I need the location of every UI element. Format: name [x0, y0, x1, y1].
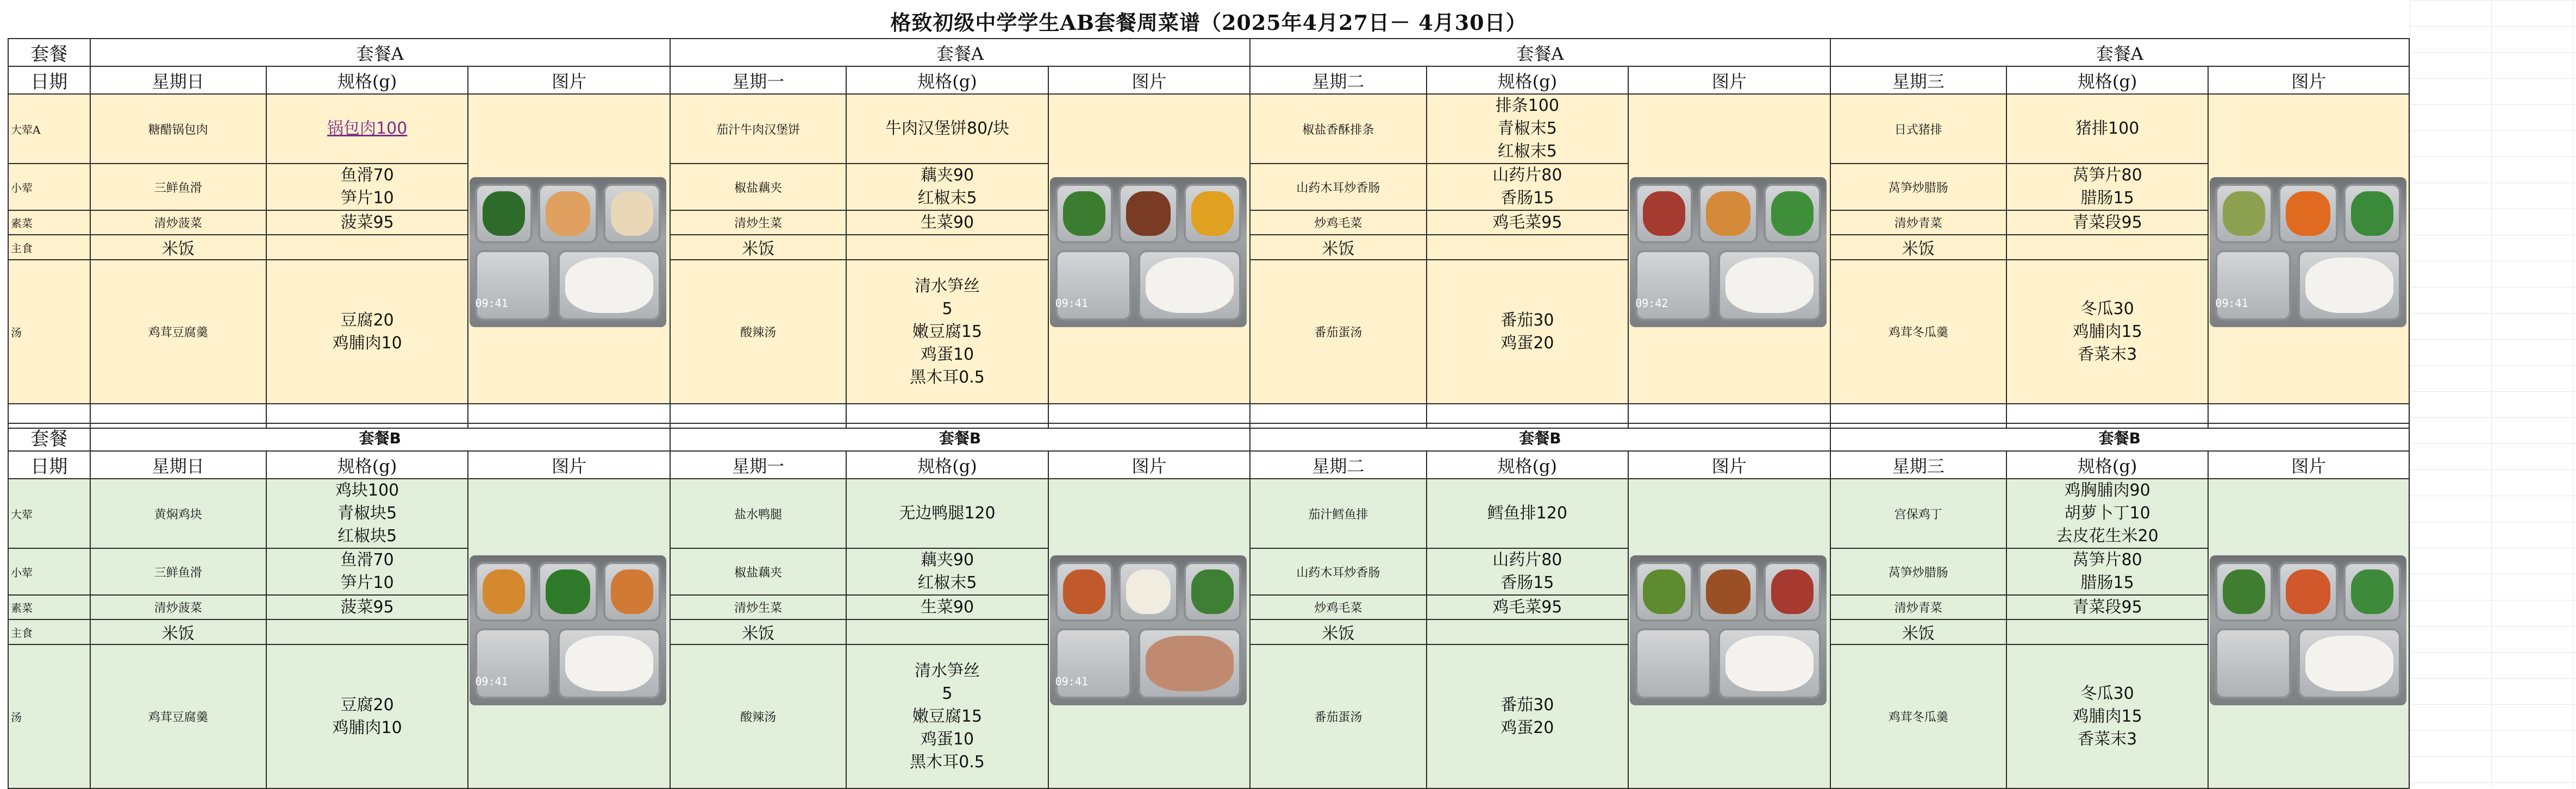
- set-a-spec-text: 藕夹90 红椒末5: [917, 166, 977, 208]
- set-a-spec-text: 生菜90: [920, 212, 974, 232]
- set-a-spec: [266, 94, 468, 164]
- set-b-day-header: 星期日: [90, 451, 266, 479]
- set-b-spec-header: 规格(g): [266, 451, 468, 479]
- set-a-spec: [2006, 164, 2209, 210]
- set-b-spec-text: 无边鸭腿120: [899, 504, 996, 523]
- set-b-spec: [846, 479, 1048, 548]
- set-b-spec: [266, 479, 468, 548]
- set-a-spec-header: 规格(g): [846, 66, 1048, 94]
- set-a-spec-text: 清水笋丝 5 嫩豆腐15 鸡蛋10 黑木耳0.5: [910, 276, 985, 387]
- photo-timestamp: 09:41: [475, 297, 508, 310]
- set-b-dish: 椒盐藕夹: [670, 548, 846, 595]
- set-a-spec: [1427, 164, 1629, 210]
- set-b-dish: 清炒生菜: [670, 595, 846, 619]
- set-a-dish: 清炒生菜: [670, 210, 846, 235]
- set-a-spec-text: 豆腐20 鸡脯肉10: [332, 310, 402, 353]
- set-a-spec: [2006, 235, 2209, 260]
- set-b-spec: [2006, 619, 2209, 644]
- set-a-table: [8, 38, 2410, 429]
- set-a-photo-cell: [2208, 94, 2409, 404]
- set-b-spec: [266, 619, 468, 644]
- set-b-dish: 黄焖鸡块: [90, 479, 266, 548]
- set-a-photo-cell: [1628, 94, 1830, 404]
- set-b-row-label: 大荤: [8, 479, 90, 548]
- set-a-date-label: 日期: [8, 66, 90, 94]
- set-b-spec-header: 规格(g): [1427, 451, 1629, 479]
- empty-sheet-gridlines: [2410, 0, 2576, 788]
- set-b-spec-text: 菠菜95: [340, 597, 394, 617]
- set-a-meal-photo: [1050, 177, 1247, 327]
- set-b-spec-text: 鸡块100 青椒块5 红椒块5: [335, 481, 399, 546]
- set-b-set-name: 套餐B: [1830, 423, 2409, 451]
- set-b-dish: 米饭: [1250, 619, 1426, 644]
- set-b-photo-cell: [468, 479, 670, 788]
- set-b-spec: [1427, 595, 1629, 619]
- set-a-dish: 糖醋锅包肉: [90, 94, 266, 164]
- set-b-date-label: 日期: [8, 451, 90, 479]
- set-a-dish: 鸡茸豆腐羹: [90, 260, 266, 404]
- set-b-dish: 莴笋炒腊肠: [1830, 548, 2006, 595]
- set-b-set-label: 套餐: [8, 423, 90, 451]
- set-b-row-label: 素菜: [8, 595, 90, 619]
- set-a-photo-header: 图片: [1048, 66, 1251, 94]
- set-b-day-header: 星期三: [1830, 451, 2006, 479]
- set-a-set-label: 套餐: [8, 39, 90, 66]
- set-b-photo-header: 图片: [2208, 451, 2409, 479]
- set-b-spec-text: 豆腐20 鸡脯肉10: [332, 695, 402, 737]
- set-a-spec: [266, 260, 468, 404]
- set-a-dish: 米饭: [1250, 235, 1426, 260]
- set-b-day-header: 星期二: [1250, 451, 1426, 479]
- photo-timestamp: 09:41: [1055, 675, 1088, 688]
- set-a-row-label: 主食: [8, 235, 90, 260]
- set-b-dish: 茄汁鳕鱼排: [1250, 479, 1426, 548]
- set-b-spec: [266, 548, 468, 595]
- set-b-spec-text: 藕夹90 红椒末5: [917, 550, 977, 592]
- set-b-spec-text: 生菜90: [920, 597, 974, 617]
- set-b-set-name: 套餐B: [90, 423, 670, 451]
- set-a-photo-header: 图片: [1628, 66, 1830, 94]
- set-a-spec-text: 牛肉汉堡饼80/块: [885, 119, 1010, 138]
- set-b-dish: 米饭: [90, 619, 266, 644]
- set-a-spec: [1427, 260, 1629, 404]
- set-a-spec-text: 排条100 青椒末5 红椒末5: [1495, 96, 1559, 161]
- set-a-spec-text: 猪排100: [2075, 119, 2140, 138]
- set-a-spec: [266, 235, 468, 260]
- set-b-spec: [1427, 479, 1629, 548]
- set-b-spec: [846, 644, 1048, 788]
- set-a-dish: 茄汁牛肉汉堡饼: [670, 94, 846, 164]
- set-b-meal-photo: [1050, 555, 1247, 705]
- set-a-spec-header: 规格(g): [266, 66, 468, 94]
- set-b-photo-header: 图片: [1048, 451, 1251, 479]
- set-a-dish: 酸辣汤: [670, 260, 846, 404]
- set-b-spec: [846, 548, 1048, 595]
- set-a-dish: 番茄蛋汤: [1250, 260, 1426, 404]
- set-b-spec-text: 番茄30 鸡蛋20: [1500, 695, 1554, 737]
- set-a-spec: [1427, 235, 1629, 260]
- set-b-photo-cell: [1048, 479, 1251, 788]
- set-b-photo-header: 图片: [1628, 451, 1830, 479]
- set-a-set-name: 套餐A: [1250, 39, 1830, 66]
- set-b-spec-text: 青菜段95: [2072, 597, 2142, 617]
- photo-timestamp: 09:41: [1055, 297, 1088, 310]
- set-b-meal-photo: [2210, 555, 2406, 705]
- set-b-spec-header: 规格(g): [2006, 451, 2209, 479]
- set-a-set-name: 套餐A: [90, 39, 670, 66]
- set-b-meal-photo: [470, 555, 666, 705]
- set-b-photo-cell: [2208, 479, 2409, 788]
- set-b-spec-text: 鸡毛菜95: [1492, 597, 1562, 617]
- set-a-meal-photo: [470, 177, 666, 327]
- set-b-spec-text: 鳕鱼排120: [1487, 504, 1567, 523]
- set-a-photo-cell: [468, 94, 670, 404]
- set-a-row-label: 素菜: [8, 210, 90, 235]
- set-b-spec: [846, 619, 1048, 644]
- set-b-dish: 炒鸡毛菜: [1250, 595, 1426, 619]
- set-a-spec-text: 莴笋片80 腊肠15: [2072, 166, 2142, 208]
- set-a-row-label: 小荤: [8, 164, 90, 210]
- set-b-spec-text: 山药片80 香肠15: [1492, 550, 1562, 592]
- set-a-spec-text: 菠菜95: [340, 212, 394, 232]
- set-b-row-label: 汤: [8, 644, 90, 788]
- set-a-spec: [846, 235, 1048, 260]
- set-a-spec-text: 冬瓜30 鸡脯肉15 香菜末3: [2072, 299, 2142, 364]
- set-b-spec: [846, 595, 1048, 619]
- set-b-dish: 酸辣汤: [670, 644, 846, 788]
- set-b-photo-header: 图片: [468, 451, 670, 479]
- set-b-dish: 清炒青菜: [1830, 595, 2006, 619]
- set-b-dish: 宫保鸡丁: [1830, 479, 2006, 548]
- set-a-photo-cell: [1048, 94, 1251, 404]
- set-a-dish: 椒盐香酥排条: [1250, 94, 1426, 164]
- set-a-dish: 山药木耳炒香肠: [1250, 164, 1426, 210]
- set-a-dish: 清炒青菜: [1830, 210, 2006, 235]
- set-a-set-name: 套餐A: [1830, 39, 2409, 66]
- set-b-photo-cell: [1628, 479, 1830, 788]
- set-a-day-header: 星期三: [1830, 66, 2006, 94]
- set-b-dish: 清炒菠菜: [90, 595, 266, 619]
- set-a-spec: [846, 210, 1048, 235]
- set-b-spec: [2006, 595, 2209, 619]
- set-b-spec: [1427, 619, 1629, 644]
- set-a-dish: 三鲜鱼滑: [90, 164, 266, 210]
- set-b-set-name: 套餐B: [670, 423, 1250, 451]
- set-b-spec: [2006, 644, 2209, 788]
- set-b-spec: [2006, 548, 2209, 595]
- photo-timestamp: 09:41: [475, 675, 508, 688]
- menu-sheet: [8, 8, 2410, 779]
- set-a-spec: [846, 164, 1048, 210]
- set-b-spec-text: 鱼滑70 笋片10: [340, 550, 394, 592]
- set-a-spec-text: 山药片80 香肠15: [1492, 166, 1562, 208]
- set-a-day-header: 星期一: [670, 66, 846, 94]
- set-a-spec: [2006, 260, 2209, 404]
- set-a-spec-header: 规格(g): [2006, 66, 2209, 94]
- photo-timestamp: 09:42: [1635, 297, 1668, 310]
- set-a-dish: 米饭: [90, 235, 266, 260]
- set-b-day-header: 星期一: [670, 451, 846, 479]
- set-a-spec: [846, 260, 1048, 404]
- set-b-set-name: 套餐B: [1250, 423, 1830, 451]
- set-b-spec: [1427, 644, 1629, 788]
- set-b-spec-text: 清水笋丝 5 嫩豆腐15 鸡蛋10 黑木耳0.5: [910, 661, 985, 772]
- set-b-spec: [1427, 548, 1629, 595]
- page-title: 格致初级中学学生AB套餐周菜谱（2025年4月27日－ 4月30日）: [890, 10, 1527, 35]
- set-a-dish: 米饭: [1830, 235, 2006, 260]
- set-a-dish: 日式猪排: [1830, 94, 2006, 164]
- set-b-spec-header: 规格(g): [846, 451, 1048, 479]
- set-a-set-name: 套餐A: [670, 39, 1250, 66]
- set-b-spec: [2006, 479, 2209, 548]
- set-a-photo-header: 图片: [468, 66, 670, 94]
- photo-timestamp: 09:41: [2215, 297, 2248, 310]
- set-b-dish: 番茄蛋汤: [1250, 644, 1426, 788]
- set-a-row-label: 汤: [8, 260, 90, 404]
- set-b-spec-text: 冬瓜30 鸡脯肉15 香菜末3: [2072, 684, 2142, 749]
- set-a-spec-link[interactable]: 锅包肉100: [327, 119, 408, 138]
- set-b-row-label: 主食: [8, 619, 90, 644]
- set-b-dish: 鸡茸冬瓜羹: [1830, 644, 2006, 788]
- set-a-spec: [2006, 210, 2209, 235]
- set-b-row-label: 小荤: [8, 548, 90, 595]
- set-b-dish: 米饭: [1830, 619, 2006, 644]
- set-b-spec-text: 莴笋片80 腊肠15: [2072, 550, 2142, 592]
- set-a-spec: [266, 164, 468, 210]
- set-a-spec: [2006, 94, 2209, 164]
- set-a-spec-text: 青菜段95: [2072, 212, 2142, 232]
- set-b-dish: 山药木耳炒香肠: [1250, 548, 1426, 595]
- set-a-meal-photo: [1630, 177, 1827, 327]
- set-a-spec-header: 规格(g): [1427, 66, 1629, 94]
- set-a-spec-text: 番茄30 鸡蛋20: [1500, 310, 1554, 353]
- set-a-spec: [1427, 94, 1629, 164]
- set-b-spec: [266, 595, 468, 619]
- set-a-day-header: 星期日: [90, 66, 266, 94]
- set-a-photo-header: 图片: [2208, 66, 2409, 94]
- set-a-spec-text: 鸡毛菜95: [1492, 212, 1562, 232]
- set-a-dish: 莴笋炒腊肠: [1830, 164, 2006, 210]
- set-a-dish: 清炒菠菜: [90, 210, 266, 235]
- set-a-dish: 炒鸡毛菜: [1250, 210, 1426, 235]
- set-a-spec-text: 鱼滑70 笋片10: [340, 166, 394, 208]
- set-a-dish: 米饭: [670, 235, 846, 260]
- set-a-spec: [1427, 210, 1629, 235]
- set-b-spec-text: 鸡胸脯肉90 胡萝卜丁10 去皮花生米20: [2056, 481, 2159, 546]
- set-a-day-header: 星期二: [1250, 66, 1426, 94]
- set-a-meal-photo: [2210, 177, 2406, 327]
- set-b-dish: 三鲜鱼滑: [90, 548, 266, 595]
- set-a-spec: [266, 210, 468, 235]
- set-b-meal-photo: [1630, 555, 1827, 705]
- set-a-spec: [846, 94, 1048, 164]
- set-b-dish: 盐水鸭腿: [670, 479, 846, 548]
- set-b-dish: 米饭: [670, 619, 846, 644]
- set-b-spec: [266, 644, 468, 788]
- set-b-dish: 鸡茸豆腐羹: [90, 644, 266, 788]
- set-a-dish: 鸡茸冬瓜羹: [1830, 260, 2006, 404]
- set-a-dish: 椒盐藕夹: [670, 164, 846, 210]
- set-b-table: [8, 423, 2410, 789]
- set-a-row-label: 大荤A: [8, 94, 90, 164]
